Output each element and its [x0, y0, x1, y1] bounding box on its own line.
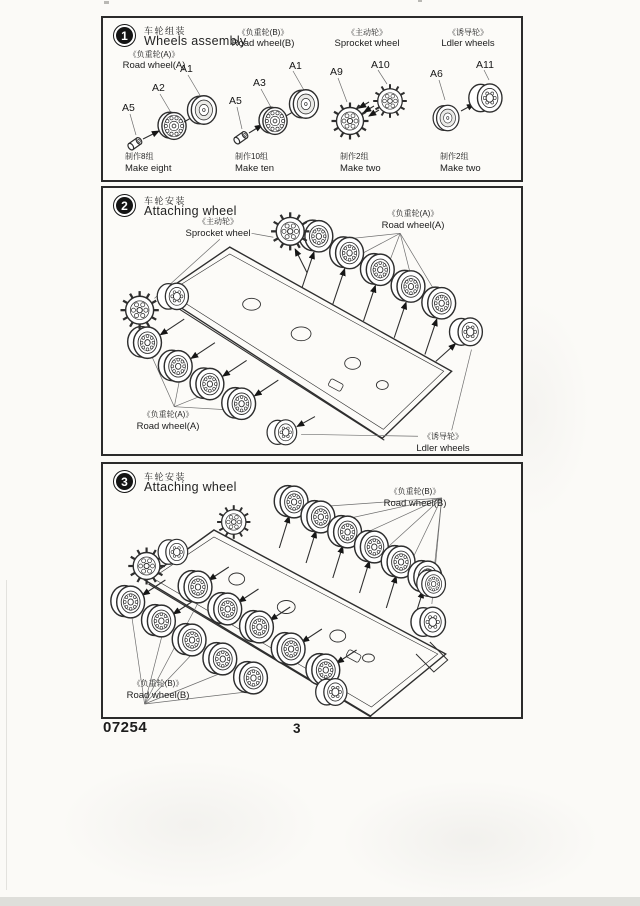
label-en: Road wheel(A): [381, 219, 445, 231]
step-title-zh: 车轮安装: [144, 472, 187, 482]
label-road-wheel-a-top: [348, 208, 478, 231]
idler-exploded-drawing: [415, 59, 525, 154]
label-en: Road wheel(B): [126, 689, 190, 701]
quantity-en: Make two: [440, 163, 481, 174]
quantity-note: [440, 151, 481, 175]
label-road-wheel-b-top: [350, 486, 480, 509]
label-zh: 《诱导轮》: [423, 432, 463, 441]
scan-texture: [60, 760, 320, 890]
step-3-panel: [101, 462, 523, 719]
step-title-zh: 车轮组装: [144, 26, 187, 36]
quantity-en: Make eight: [125, 163, 172, 174]
step-title-en: Wheels assembly: [144, 34, 247, 48]
label-zh: 《负重轮(A)》: [142, 410, 194, 419]
label-en: Road wheel(A): [136, 420, 200, 432]
label-en: Sprocket wheel: [185, 227, 251, 239]
quantity-zh: 制作2组: [340, 152, 369, 161]
part-label: A3: [253, 77, 266, 89]
label-sprocket-wheel: [158, 216, 278, 239]
assembly-name-zh: 《诱导轮》: [448, 28, 488, 37]
scan-edge-band: [0, 897, 640, 906]
road-wheels-lower-row: [128, 327, 256, 420]
assembly-name-zh: 《负重轮(B)》: [237, 28, 289, 37]
part-label: A5: [122, 102, 135, 114]
quantity-note: [125, 151, 171, 175]
assembly-name-en: Road wheel(B): [231, 38, 295, 49]
assembly-name-en: Road wheel(A): [122, 60, 186, 71]
part-label: A11: [476, 59, 494, 71]
quantity-zh: 制作2组: [440, 152, 469, 161]
step-number-badge: [113, 194, 136, 217]
label-zh: 《主动轮》: [198, 217, 238, 226]
print-mark: [418, 0, 422, 2]
label-en: Road wheel(B): [383, 497, 447, 509]
step-number: 3: [116, 473, 134, 491]
assembly-name-en: Ldler wheels: [441, 38, 495, 49]
quantity-zh: 制作8组: [125, 152, 154, 161]
step-title-en: Attaching wheel: [144, 480, 237, 494]
step-2-panel: [101, 186, 523, 456]
quantity-note: [235, 151, 274, 175]
quantity-zh: 制作10组: [235, 152, 268, 161]
kit-number: 07254: [103, 719, 148, 736]
page-number: 3: [293, 721, 301, 736]
part-label: A10: [371, 59, 390, 71]
quantity-en: Make ten: [235, 163, 275, 174]
sprocket-exploded-drawing: [317, 59, 427, 154]
road-wheel-b-exploded-drawing: [213, 62, 323, 154]
part-label: A1: [180, 63, 193, 75]
part-label: A9: [330, 66, 343, 78]
label-en: Ldler wheels: [416, 442, 470, 454]
print-mark: [104, 1, 109, 4]
step-number-badge: [113, 470, 136, 493]
part-label: A1: [289, 60, 302, 72]
step-number: 1: [116, 27, 134, 45]
assembly-name-zh: 《负重轮(A)》: [128, 50, 180, 59]
step-title-zh: 车轮安装: [144, 196, 187, 206]
road-wheel-a-exploded-drawing: [105, 62, 215, 154]
step-number: 2: [116, 197, 134, 215]
part-label: A5: [229, 95, 242, 107]
scan-texture: [340, 780, 600, 900]
step-1-panel: [101, 16, 523, 182]
part-label: A2: [152, 82, 165, 94]
label-idler-wheels: [383, 431, 503, 454]
label-zh: 《负重轮(A)》: [387, 209, 439, 218]
assembly-name-zh: 《主动轮》: [347, 28, 387, 37]
step-number-badge: [113, 24, 136, 47]
quantity-note: [340, 151, 381, 175]
road-wheels-upper-row: [299, 220, 456, 319]
idler-wheels: [316, 570, 446, 705]
step-title-en: Attaching wheel: [144, 204, 237, 218]
assembly-header-sprocket: [315, 27, 419, 49]
label-road-wheel-a-bottom: [113, 409, 223, 432]
assembly-header-road-wheel-b: [211, 27, 315, 49]
label-zh: 《负重轮(B)》: [132, 679, 184, 688]
assembly-header-idler: [415, 27, 521, 49]
part-label: A6: [430, 68, 443, 80]
quantity-en: Make two: [340, 163, 381, 174]
assembly-name-en: Sprocket wheel: [334, 38, 400, 49]
scan-fold-line: [6, 580, 7, 890]
label-road-wheel-b-bottom: [103, 678, 213, 701]
label-zh: 《负重轮(B)》: [389, 487, 441, 496]
